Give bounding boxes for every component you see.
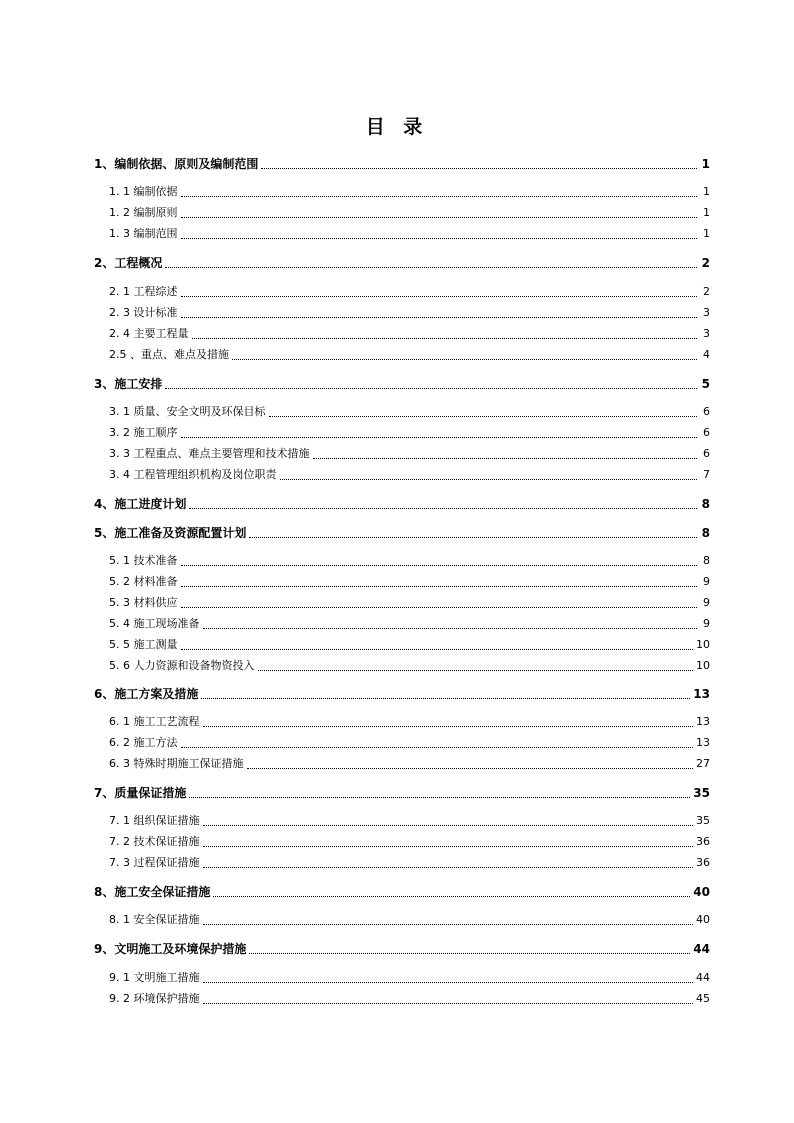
dot-leader	[203, 627, 698, 629]
toc-chapter-entry[interactable]	[94, 375, 710, 391]
toc-section-entry[interactable]	[109, 990, 710, 1006]
dot-leader	[258, 669, 694, 671]
toc-page-number: 6	[703, 426, 710, 439]
toc-page-number: 45	[696, 992, 710, 1005]
toc-entry-label: 1、编制依据、原则及编制范围	[94, 157, 259, 171]
toc-entry-label: 9. 1 文明施工措施	[109, 971, 200, 984]
dot-leader	[280, 478, 698, 480]
toc-page-number: 10	[696, 659, 710, 672]
toc-page-number: 27	[696, 757, 710, 770]
toc-section-entry[interactable]	[109, 225, 710, 241]
toc-section-entry[interactable]	[109, 713, 710, 729]
toc-entry-label: 5. 3 材料供应	[109, 596, 178, 609]
dot-leader	[192, 337, 698, 339]
toc-page-number: 13	[696, 715, 710, 728]
toc-chapter-entry[interactable]	[94, 784, 710, 800]
toc-section-entry[interactable]	[109, 204, 710, 220]
toc-section-entry[interactable]	[109, 445, 710, 461]
toc-entry-label: 2、工程概况	[94, 256, 163, 270]
dot-leader	[189, 796, 690, 798]
dot-leader	[181, 564, 698, 566]
dot-leader	[213, 895, 690, 897]
toc-page-number: 35	[693, 786, 710, 800]
toc-section-entry[interactable]	[109, 346, 710, 362]
toc-entry-label: 9. 2 环境保护措施	[109, 992, 200, 1005]
toc-page-number: 8	[701, 526, 710, 540]
toc-entry-label: 1. 3 编制范围	[109, 227, 178, 240]
toc-section-entry[interactable]	[109, 594, 710, 610]
dot-leader	[165, 266, 697, 268]
toc-entry-label: 6. 1 施工工艺流程	[109, 715, 200, 728]
toc-page-number: 9	[703, 617, 710, 630]
toc-page-number: 13	[693, 687, 710, 701]
dot-leader	[181, 606, 698, 608]
toc-page-number: 1	[703, 227, 710, 240]
toc-section-entry[interactable]	[109, 657, 710, 673]
toc-page-number: 44	[696, 971, 710, 984]
dot-leader	[203, 923, 694, 925]
toc-page-number: 5	[701, 377, 710, 391]
toc-page-number: 1	[701, 157, 710, 171]
toc-entry-label: 5. 1 技术准备	[109, 554, 178, 567]
dot-leader	[181, 295, 698, 297]
toc-page-number: 36	[696, 856, 710, 869]
dot-leader	[203, 845, 694, 847]
toc-section-entry[interactable]	[109, 552, 710, 568]
toc-entry-label: 1. 1 编制依据	[109, 185, 178, 198]
toc-entry-label: 4、施工进度计划	[94, 497, 187, 511]
toc-entry-label: 3. 3 工程重点、难点主要管理和技术措施	[109, 447, 310, 460]
toc-entry-label: 6. 2 施工方法	[109, 736, 178, 749]
toc-section-entry[interactable]	[109, 615, 710, 631]
toc-entry-label: 2. 4 主要工程量	[109, 327, 189, 340]
toc-entry-label: 3. 4 工程管理组织机构及岗位职责	[109, 468, 277, 481]
toc-entry-label: 9、文明施工及环境保护措施	[94, 942, 247, 956]
dot-leader	[181, 436, 698, 438]
toc-entry-label: 2. 1 工程综述	[109, 285, 178, 298]
toc-entry-label: 1. 2 编制原则	[109, 206, 178, 219]
toc-entry-label: 3. 2 施工顺序	[109, 426, 178, 439]
dot-leader	[203, 866, 694, 868]
toc-page-number: 13	[696, 736, 710, 749]
toc-entry-label: 7、质量保证措施	[94, 786, 187, 800]
toc-section-entry[interactable]	[109, 911, 710, 927]
toc-page-number: 4	[703, 348, 710, 361]
toc-section-entry[interactable]	[109, 424, 710, 440]
toc-section-entry[interactable]	[109, 403, 710, 419]
toc-page-number: 8	[701, 497, 710, 511]
toc-page-number: 6	[703, 447, 710, 460]
toc-page-number: 9	[703, 596, 710, 609]
dot-leader	[269, 415, 698, 417]
toc-chapter-entry[interactable]	[94, 940, 710, 956]
toc-page-number: 1	[703, 185, 710, 198]
dot-leader	[181, 316, 698, 318]
toc-page-number: 40	[696, 913, 710, 926]
toc-page-number: 7	[703, 468, 710, 481]
dot-leader	[313, 457, 698, 459]
toc-page-number: 6	[703, 405, 710, 418]
dot-leader	[247, 767, 694, 769]
toc-page-number: 2	[703, 285, 710, 298]
toc-section-entry[interactable]	[109, 573, 710, 589]
toc-page-number: 40	[693, 885, 710, 899]
dot-leader	[181, 195, 698, 197]
toc-section-entry[interactable]	[109, 969, 710, 985]
dot-leader	[232, 358, 697, 360]
toc-section-entry[interactable]	[109, 283, 710, 299]
toc-page-number: 2	[701, 256, 710, 270]
toc-chapter-entry[interactable]	[94, 685, 710, 701]
toc-entry-label: 2. 3 设计标准	[109, 306, 178, 319]
dot-leader	[165, 387, 697, 389]
toc-entry-label: 8、施工安全保证措施	[94, 885, 211, 899]
toc-section-entry[interactable]	[109, 812, 710, 828]
toc-entry-label: 5. 6 人力资源和设备物资投入	[109, 659, 255, 672]
dot-leader	[203, 725, 694, 727]
toc-section-entry[interactable]	[109, 304, 710, 320]
dot-leader	[181, 216, 698, 218]
dot-leader	[249, 536, 697, 538]
dot-leader	[181, 237, 698, 239]
toc-page-number: 8	[703, 554, 710, 567]
toc-entry-label: 6. 3 特殊时期施工保证措施	[109, 757, 244, 770]
toc-section-entry[interactable]	[109, 636, 710, 652]
dot-leader	[181, 585, 698, 587]
toc-entry-label: 7. 2 技术保证措施	[109, 835, 200, 848]
toc-title: 目 录	[365, 116, 429, 138]
toc-entry-label: 3. 1 质量、安全文明及环保目标	[109, 405, 266, 418]
toc-chapter-entry[interactable]	[94, 883, 710, 899]
dot-leader	[203, 824, 694, 826]
toc-entry-label: 8. 1 安全保证措施	[109, 913, 200, 926]
dot-leader	[203, 1002, 694, 1004]
toc-section-entry[interactable]	[109, 466, 710, 482]
dot-leader	[249, 952, 690, 954]
dot-leader	[189, 507, 697, 509]
toc-page-number: 36	[696, 835, 710, 848]
toc-entry-label: 5. 4 施工现场准备	[109, 617, 200, 630]
toc-page-number: 10	[696, 638, 710, 651]
dot-leader	[181, 746, 694, 748]
toc-chapter-entry[interactable]	[94, 155, 710, 171]
toc-page-number: 44	[693, 942, 710, 956]
dot-leader	[201, 697, 690, 699]
toc-entry-label: 5. 2 材料准备	[109, 575, 178, 588]
toc-entry-label: 7. 1 组织保证措施	[109, 814, 200, 827]
toc-page-number: 9	[703, 575, 710, 588]
toc-section-entry[interactable]	[109, 183, 710, 199]
toc-entry-label: 5、施工准备及资源配置计划	[94, 526, 247, 540]
toc-page-number: 3	[703, 306, 710, 319]
toc-entry-label: 6、施工方案及措施	[94, 687, 199, 701]
toc-entry-label: 2.5 、重点、难点及措施	[109, 348, 229, 361]
dot-leader	[261, 167, 697, 169]
toc-entry-label: 5. 5 施工测量	[109, 638, 178, 651]
toc-section-entry[interactable]	[109, 325, 710, 341]
toc-chapter-entry[interactable]	[94, 495, 710, 511]
toc-chapter-entry[interactable]	[94, 254, 710, 270]
toc-section-entry[interactable]	[109, 833, 710, 849]
dot-leader	[181, 648, 694, 650]
toc-entry-label: 3、施工安排	[94, 377, 163, 391]
toc-page-number: 1	[703, 206, 710, 219]
toc-section-entry[interactable]	[109, 755, 710, 771]
dot-leader	[203, 981, 694, 983]
toc-page-number: 3	[703, 327, 710, 340]
toc-entry-label: 7. 3 过程保证措施	[109, 856, 200, 869]
toc-section-entry[interactable]	[109, 854, 710, 870]
toc-page-number: 35	[696, 814, 710, 827]
toc-chapter-entry[interactable]	[94, 524, 710, 540]
toc-section-entry[interactable]	[109, 734, 710, 750]
